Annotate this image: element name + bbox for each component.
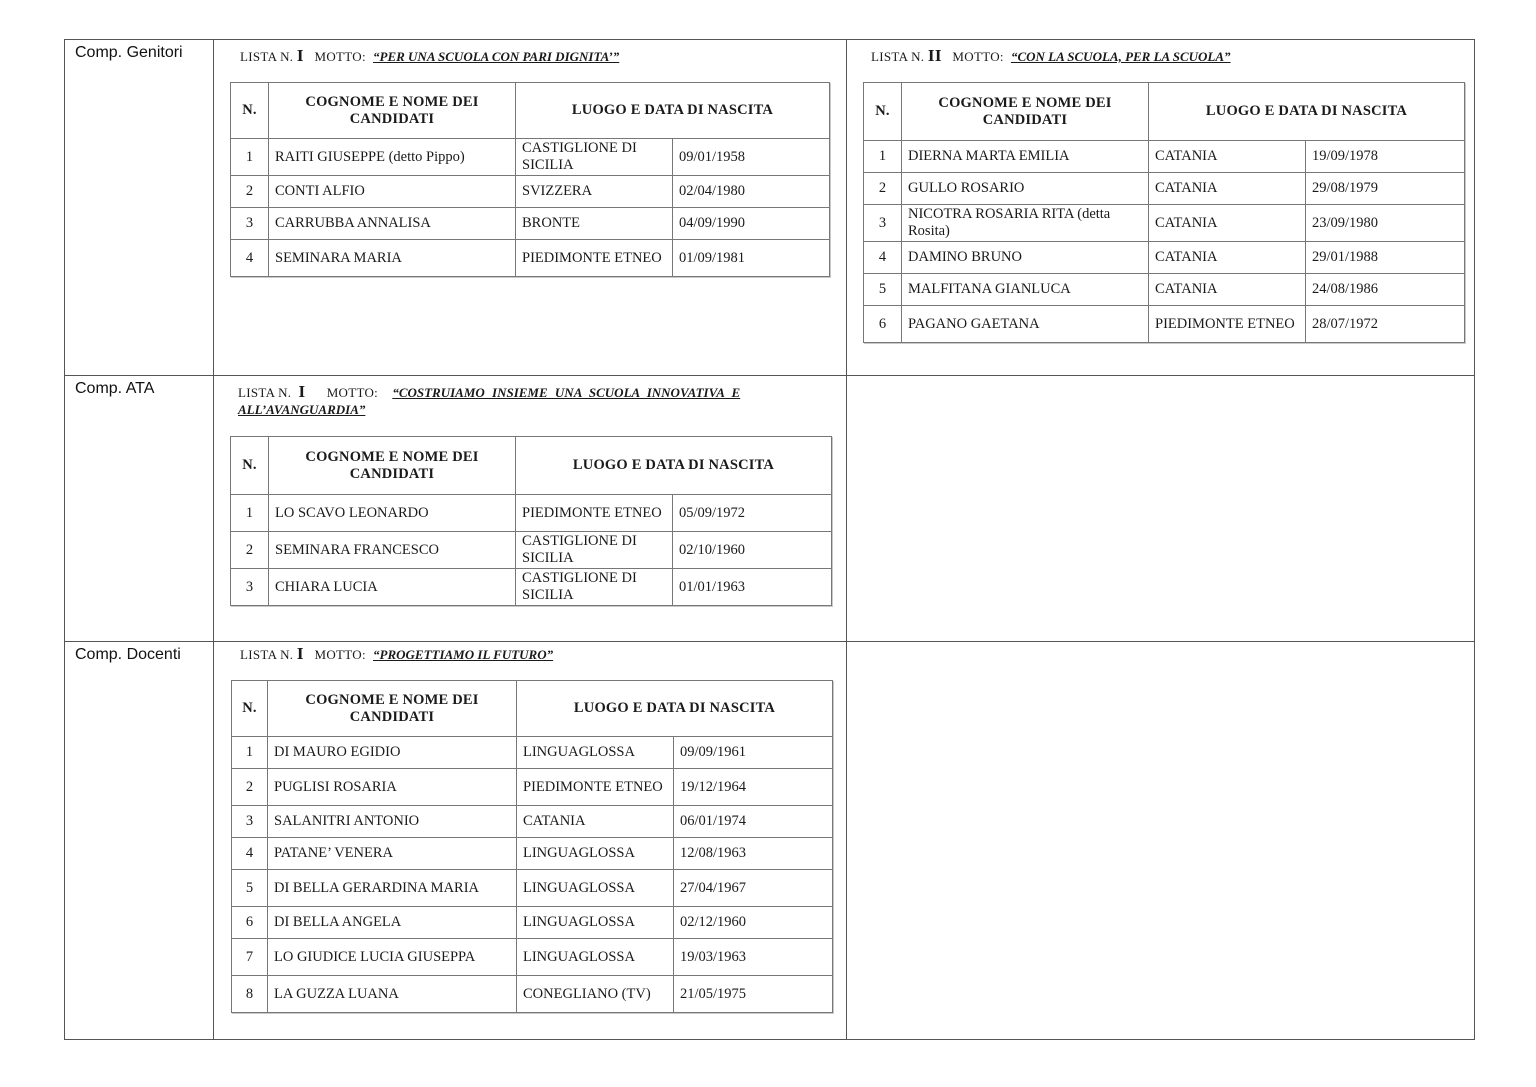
candidate-name: SEMINARA MARIA <box>269 240 516 277</box>
birth-date: 29/01/1988 <box>1306 242 1465 274</box>
motto-text: “CON LA SCUOLA, PER LA SCUOLA” <box>1010 49 1231 64</box>
birth-place: BRONTE <box>516 208 673 240</box>
row-number: 3 <box>232 806 268 838</box>
table-row <box>232 737 833 769</box>
birth-date: 01/01/1963 <box>673 569 832 606</box>
birth-place: LINGUAGLOSSA <box>517 870 674 907</box>
candidate-name: MALFITANA GIANLUCA <box>902 274 1149 306</box>
table-row <box>232 769 833 806</box>
candidate-name: CHIARA LUCIA <box>269 569 516 606</box>
column-divider <box>846 40 847 1039</box>
candidate-name: SALANITRI ANTONIO <box>268 806 517 838</box>
candidate-name: LO GIUDICE LUCIA GIUSEPPA <box>268 939 517 976</box>
candidates-table <box>230 82 830 277</box>
motto-text: “PROGETTIAMO IL FUTURO” <box>373 647 554 662</box>
table-row <box>231 176 830 208</box>
birth-place: CATANIA <box>1149 173 1306 205</box>
header-n: N. <box>864 83 902 141</box>
candidate-name: DAMINO BRUNO <box>902 242 1149 274</box>
birth-place: LINGUAGLOSSA <box>517 907 674 939</box>
table-row <box>232 907 833 939</box>
row-number: 2 <box>231 176 269 208</box>
birth-place: CATANIA <box>517 806 674 838</box>
candidate-name: LA GUZZA LUANA <box>268 976 517 1013</box>
birth-place: CATANIA <box>1149 205 1306 242</box>
candidates-table <box>230 436 832 606</box>
row-number: 5 <box>864 274 902 306</box>
list-heading <box>871 46 1231 66</box>
row-number: 3 <box>231 569 269 606</box>
lista-number: I <box>298 382 306 401</box>
candidate-name: DI MAURO EGIDIO <box>268 737 517 769</box>
birth-date: 19/03/1963 <box>674 939 833 976</box>
header-name: COGNOME E NOME DEI CANDIDATI <box>268 681 517 737</box>
birth-date: 05/09/1972 <box>673 495 832 532</box>
row-number: 1 <box>232 737 268 769</box>
header-place-date: LUOGO E DATA DI NASCITA <box>1149 83 1465 141</box>
table-row <box>231 532 832 569</box>
motto-label: MOTTO: <box>952 49 1004 64</box>
row-number: 2 <box>231 532 269 569</box>
lista-label: LISTA N. <box>238 385 292 400</box>
header-n: N. <box>232 681 268 737</box>
lista-label: LISTA N. <box>240 49 294 64</box>
section-label-docenti: Comp. Docenti <box>75 646 181 663</box>
table-row <box>231 495 832 532</box>
row-number: 6 <box>864 306 902 343</box>
row-number: 1 <box>231 495 269 532</box>
birth-place: PIEDIMONTE ETNEO <box>517 769 674 806</box>
table-row <box>864 306 1465 343</box>
row-number: 2 <box>864 173 902 205</box>
header-place-date: LUOGO E DATA DI NASCITA <box>516 83 830 139</box>
birth-place: CASTIGLIONE DI SICILIA <box>516 532 673 569</box>
birth-date: 12/08/1963 <box>674 838 833 870</box>
header-name: COGNOME E NOME DEI CANDIDATI <box>902 83 1149 141</box>
header-n: N. <box>231 437 269 495</box>
birth-date: 09/09/1961 <box>674 737 833 769</box>
birth-date: 23/09/1980 <box>1306 205 1465 242</box>
birth-date: 21/05/1975 <box>674 976 833 1013</box>
birth-place: CATANIA <box>1149 141 1306 173</box>
list-heading <box>238 383 833 418</box>
list-heading <box>240 46 619 66</box>
candidate-name: GULLO ROSARIO <box>902 173 1149 205</box>
birth-date: 19/12/1964 <box>674 769 833 806</box>
motto-label: MOTTO: <box>314 49 366 64</box>
birth-place: PIEDIMONTE ETNEO <box>1149 306 1306 343</box>
birth-date: 09/01/1958 <box>673 139 830 176</box>
candidate-name: NICOTRA ROSARIA RITA (detta Rosita) <box>902 205 1149 242</box>
header-name: COGNOME E NOME DEI CANDIDATI <box>269 437 516 495</box>
lista-label: LISTA N. <box>240 647 294 662</box>
motto-text: “PER UNA SCUOLA CON PARI DIGNITA’” <box>373 49 620 64</box>
row-number: 7 <box>232 939 268 976</box>
lista-number: I <box>296 46 304 65</box>
birth-date: 01/09/1981 <box>673 240 830 277</box>
row-number: 4 <box>232 838 268 870</box>
lista-number: II <box>927 46 942 65</box>
candidates-table <box>863 82 1465 343</box>
birth-place: PIEDIMONTE ETNEO <box>516 240 673 277</box>
row-number: 3 <box>864 205 902 242</box>
birth-date: 02/12/1960 <box>674 907 833 939</box>
row-number: 6 <box>232 907 268 939</box>
row-divider <box>65 375 1474 376</box>
row-divider <box>65 641 1474 642</box>
motto-label: MOTTO: <box>326 385 379 400</box>
birth-date: 24/08/1986 <box>1306 274 1465 306</box>
table-row <box>864 173 1465 205</box>
row-number: 8 <box>232 976 268 1013</box>
list-heading <box>240 644 553 664</box>
birth-place: CATANIA <box>1149 274 1306 306</box>
row-number: 1 <box>231 139 269 176</box>
birth-date: 06/01/1974 <box>674 806 833 838</box>
section-label-ata: Comp. ATA <box>75 380 155 397</box>
birth-date: 27/04/1967 <box>674 870 833 907</box>
row-number: 5 <box>232 870 268 907</box>
header-n: N. <box>231 83 269 139</box>
table-row <box>232 838 833 870</box>
birth-date: 28/07/1972 <box>1306 306 1465 343</box>
section-label-genitori: Comp. Genitori <box>75 44 183 61</box>
birth-place: PIEDIMONTE ETNEO <box>516 495 673 532</box>
row-number: 2 <box>232 769 268 806</box>
lista-label: LISTA N. <box>871 49 925 64</box>
row-number: 3 <box>231 208 269 240</box>
candidate-name: PAGANO GAETANA <box>902 306 1149 343</box>
table-row <box>232 870 833 907</box>
table-row <box>864 242 1465 274</box>
birth-place: CASTIGLIONE DI SICILIA <box>516 569 673 606</box>
birth-place: LINGUAGLOSSA <box>517 939 674 976</box>
row-number: 4 <box>864 242 902 274</box>
birth-date: 02/10/1960 <box>673 532 832 569</box>
header-place-date: LUOGO E DATA DI NASCITA <box>516 437 832 495</box>
birth-place: LINGUAGLOSSA <box>517 737 674 769</box>
lista-number: I <box>296 644 304 663</box>
birth-date: 29/08/1979 <box>1306 173 1465 205</box>
candidate-name: PATANE’ VENERA <box>268 838 517 870</box>
candidates-table <box>231 680 833 1013</box>
birth-date: 02/04/1980 <box>673 176 830 208</box>
table-row <box>864 274 1465 306</box>
table-row <box>231 569 832 606</box>
row-number: 4 <box>231 240 269 277</box>
motto-label: MOTTO: <box>314 647 366 662</box>
birth-date: 04/09/1990 <box>673 208 830 240</box>
candidate-name: SEMINARA FRANCESCO <box>269 532 516 569</box>
candidate-name: DI BELLA ANGELA <box>268 907 517 939</box>
table-row <box>232 939 833 976</box>
birth-place: LINGUAGLOSSA <box>517 838 674 870</box>
header-name: COGNOME E NOME DEI CANDIDATI <box>269 83 516 139</box>
header-place-date: LUOGO E DATA DI NASCITA <box>517 681 833 737</box>
table-row <box>231 139 830 176</box>
birth-date: 19/09/1978 <box>1306 141 1465 173</box>
candidate-name: CONTI ALFIO <box>269 176 516 208</box>
table-row <box>232 976 833 1013</box>
motto-text: “COSTRUIAMO INSIEME UNA SCUOLA INNOVATIVA E ALL’AVANGUARDIA” <box>238 385 741 417</box>
table-row <box>232 806 833 838</box>
row-number: 1 <box>864 141 902 173</box>
candidate-name: DI BELLA GERARDINA MARIA <box>268 870 517 907</box>
candidate-name: DIERNA MARTA EMILIA <box>902 141 1149 173</box>
birth-place: SVIZZERA <box>516 176 673 208</box>
birth-place: CONEGLIANO (TV) <box>517 976 674 1013</box>
table-row <box>231 240 830 277</box>
table-row <box>231 208 830 240</box>
column-divider <box>213 40 214 1039</box>
candidate-name: LO SCAVO LEONARDO <box>269 495 516 532</box>
birth-place: CASTIGLIONE DI SICILIA <box>516 139 673 176</box>
table-row <box>864 205 1465 242</box>
candidate-name: RAITI GIUSEPPE (detto Pippo) <box>269 139 516 176</box>
candidate-name: CARRUBBA ANNALISA <box>269 208 516 240</box>
candidate-name: PUGLISI ROSARIA <box>268 769 517 806</box>
table-row <box>864 141 1465 173</box>
birth-place: CATANIA <box>1149 242 1306 274</box>
